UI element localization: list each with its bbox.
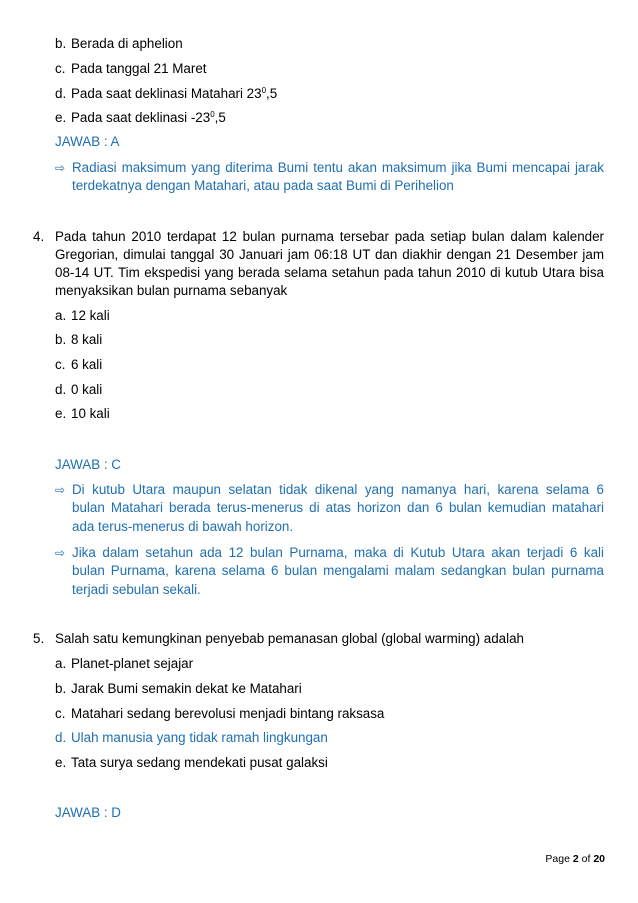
option-letter: d. bbox=[55, 86, 67, 101]
answer-label: JAWAB : C bbox=[55, 457, 121, 472]
option-text: Pada saat deklinasi -23 bbox=[71, 110, 211, 125]
option-text: Pada tanggal 21 Maret bbox=[71, 61, 207, 76]
option-letter: c. bbox=[55, 61, 66, 76]
option-letter: b. bbox=[55, 681, 67, 696]
question-number: 5. bbox=[33, 631, 45, 646]
option-e bbox=[55, 406, 255, 422]
right-arrow-icon: ⇨ bbox=[55, 483, 66, 497]
option-text-wrap bbox=[71, 86, 277, 102]
explanation-line: terjadi sebulan sekali. bbox=[72, 582, 201, 597]
explanation-line: ada terus-menerus di bawah horizon. bbox=[72, 519, 294, 534]
page-footer bbox=[545, 853, 605, 865]
page-word: Page bbox=[545, 853, 570, 865]
option-letter: a. bbox=[55, 656, 67, 671]
option-c bbox=[55, 61, 355, 77]
option-letter: c. bbox=[55, 706, 66, 721]
option-letter: b. bbox=[55, 332, 67, 347]
option-d bbox=[55, 382, 255, 398]
explanation-line: Di kutub Utara maupun selatan tidak dikenal yang namanya hari, karena selama 6 bbox=[72, 482, 604, 497]
option-text: Pada saat deklinasi Matahari 23 bbox=[71, 86, 262, 101]
right-arrow-icon: ⇨ bbox=[55, 161, 66, 175]
option-letter: a. bbox=[55, 308, 67, 323]
option-c bbox=[55, 357, 255, 373]
question-line: Pada tahun 2010 terdapat 12 bulan purnama tersebar pada setiap bulan dalam kalender bbox=[55, 229, 604, 244]
option-text: Jarak Bumi semakin dekat ke Matahari bbox=[71, 681, 302, 696]
question-line: menyaksikan bulan purnama sebanyak bbox=[55, 283, 288, 298]
option-a bbox=[55, 656, 455, 672]
option-text: 8 kali bbox=[71, 332, 103, 347]
question-line: Gregorian, dimulai tanggal 30 Januari jam 06:18 UT dan diakhir dengan 21 Desember jam bbox=[55, 247, 604, 262]
option-letter: d. bbox=[55, 730, 67, 745]
option-text: 0 kali bbox=[71, 382, 103, 397]
option-e bbox=[55, 755, 455, 771]
explanation-line: terdekatnya dengan Matahari, atau pada saat Bumi di Perihelion bbox=[72, 178, 454, 193]
option-letter: c. bbox=[55, 357, 66, 372]
answer-label: JAWAB : D bbox=[55, 805, 121, 820]
option-d bbox=[55, 86, 355, 102]
option-text: 10 kali bbox=[71, 406, 110, 421]
option-text: 12 kali bbox=[71, 308, 110, 323]
explanation-line: bulan Purnama, karena selama 6 bulan mengalami malam sedangkan bulan purnama bbox=[72, 563, 604, 578]
of-word: of bbox=[581, 853, 591, 865]
explanation-line: Radiasi maksimum yang diterima Bumi tentu akan maksimum jika Bumi mencapai jarak bbox=[72, 160, 604, 175]
option-text-wrap bbox=[71, 110, 226, 126]
option-text-tail: ,5 bbox=[266, 86, 278, 101]
question-line: 08-14 UT. Tim ekspedisi yang berada selama setahun pada tahun 2010 di kutub Utara bisa bbox=[55, 265, 604, 280]
option-e bbox=[55, 110, 355, 126]
option-b bbox=[55, 36, 355, 52]
current-page: 2 bbox=[572, 853, 579, 865]
option-c bbox=[55, 706, 455, 722]
question-line: Salah satu kemungkinan penyebab pemanasan global (global warming) adalah bbox=[55, 631, 524, 646]
degree-superscript: 0 bbox=[261, 86, 267, 95]
option-letter: e. bbox=[55, 110, 67, 125]
answer-label: JAWAB : A bbox=[55, 134, 120, 149]
option-d-correct bbox=[55, 730, 455, 746]
option-text: Planet-planet sejajar bbox=[71, 656, 194, 671]
option-text: Berada di aphelion bbox=[71, 36, 183, 51]
option-letter: b. bbox=[55, 36, 67, 51]
option-b bbox=[55, 681, 455, 697]
right-arrow-icon: ⇨ bbox=[55, 546, 66, 560]
option-text: Ulah manusia yang tidak ramah lingkungan bbox=[71, 730, 328, 745]
option-text: 6 kali bbox=[71, 357, 103, 372]
degree-superscript: 0 bbox=[210, 110, 215, 119]
option-text: Tata surya sedang mendekati pusat galaksi bbox=[71, 755, 328, 770]
option-text: Matahari sedang berevolusi menjadi bintang raksasa bbox=[71, 706, 385, 721]
question-number: 4. bbox=[33, 229, 45, 244]
explanation-line: bulan Matahari berada terus-menerus di atas horizon dan 6 bulan kemudian matahari bbox=[72, 500, 604, 515]
total-pages: 20 bbox=[593, 853, 605, 865]
option-a bbox=[55, 308, 255, 324]
explanation-line: Jika dalam setahun ada 12 bulan Purnama, maka di Kutub Utara akan terjadi 6 kali bbox=[72, 545, 604, 560]
option-b bbox=[55, 332, 255, 348]
option-letter: e. bbox=[55, 406, 67, 421]
option-text-tail: ,5 bbox=[214, 110, 226, 125]
option-letter: e. bbox=[55, 755, 67, 770]
option-letter: d. bbox=[55, 382, 67, 397]
